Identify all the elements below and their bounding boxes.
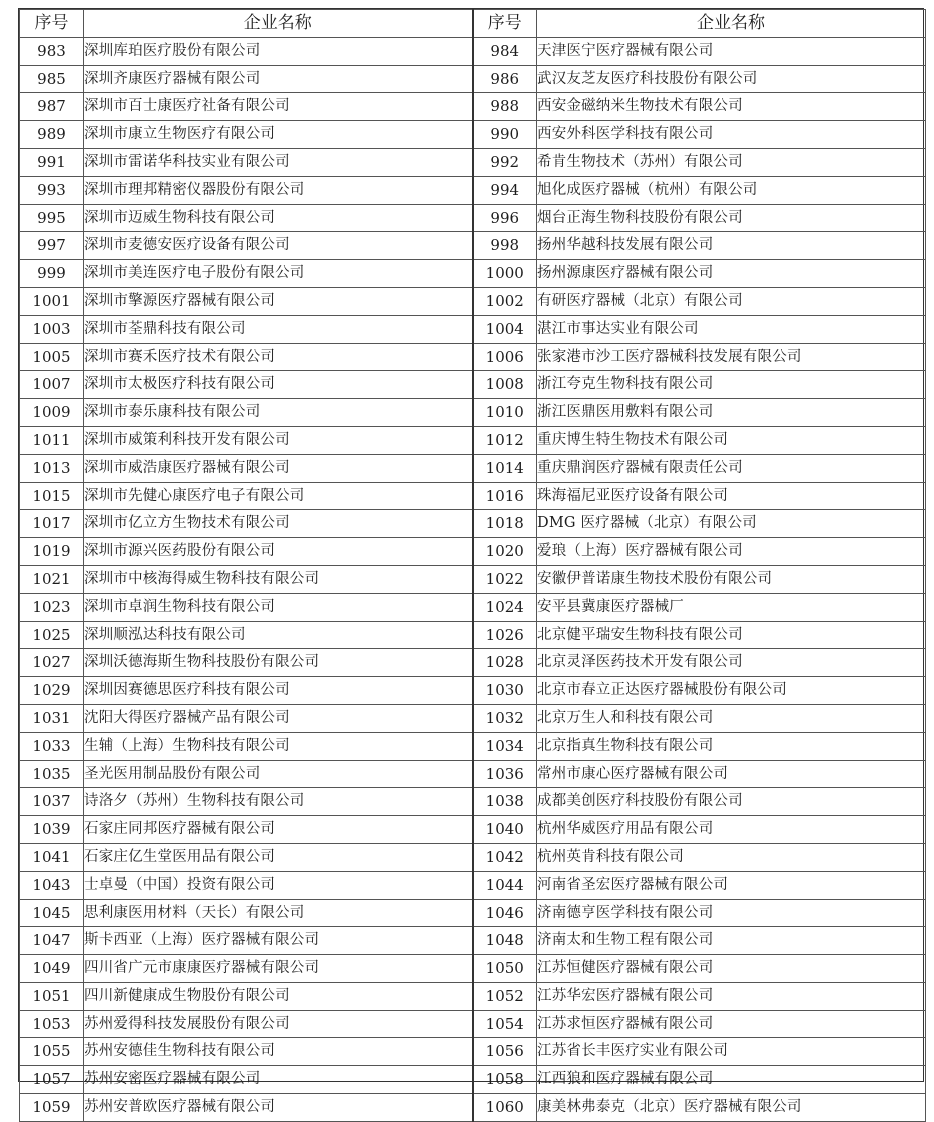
left-company-cell: 深圳市康立生物医疗有限公司 — [84, 121, 473, 149]
left-serial-cell: 993 — [20, 176, 84, 204]
right-serial-cell: 1040 — [473, 816, 537, 844]
right-serial-cell: 992 — [473, 148, 537, 176]
left-serial-cell: 1057 — [20, 1066, 84, 1094]
left-serial-cell: 1029 — [20, 677, 84, 705]
table-row — [20, 927, 926, 955]
left-company-cell: 沈阳大得医疗器械产品有限公司 — [84, 704, 473, 732]
left-serial-cell: 999 — [20, 260, 84, 288]
right-serial-cell: 1042 — [473, 843, 537, 871]
right-company-cell: 河南省圣宏医疗器械有限公司 — [537, 871, 926, 899]
table-row — [20, 704, 926, 732]
left-serial-cell: 1055 — [20, 1038, 84, 1066]
right-serial-cell: 996 — [473, 204, 537, 232]
right-serial-cell: 1016 — [473, 482, 537, 510]
right-company-cell: 天津医宁医疗器械有限公司 — [537, 37, 926, 65]
left-serial-cell: 1021 — [20, 565, 84, 593]
right-company-cell: 杭州英肯科技有限公司 — [537, 843, 926, 871]
right-company-header: 企业名称 — [537, 10, 926, 38]
left-serial-cell: 989 — [20, 121, 84, 149]
right-serial-cell: 1022 — [473, 565, 537, 593]
table-row — [20, 1010, 926, 1038]
right-company-cell: 希肯生物技术（苏州）有限公司 — [537, 148, 926, 176]
left-serial-cell: 1011 — [20, 426, 84, 454]
right-company-cell: 安徽伊普诺康生物技术股份有限公司 — [537, 565, 926, 593]
left-company-cell: 四川省广元市康康医疗器械有限公司 — [84, 955, 473, 983]
table-row — [20, 315, 926, 343]
table-row — [20, 260, 926, 288]
right-company-cell: 杭州华威医疗用品有限公司 — [537, 816, 926, 844]
table-row — [20, 176, 926, 204]
table-row — [20, 538, 926, 566]
right-serial-cell: 998 — [473, 232, 537, 260]
company-list-document — [18, 8, 924, 1117]
table-header-row — [20, 10, 926, 38]
right-company-cell: 北京指真生物科技有限公司 — [537, 732, 926, 760]
left-serial-cell: 1031 — [20, 704, 84, 732]
table-row — [20, 788, 926, 816]
left-serial-cell: 1045 — [20, 899, 84, 927]
table-row — [20, 232, 926, 260]
left-company-cell: 深圳市威策利科技开发有限公司 — [84, 426, 473, 454]
left-serial-cell: 1037 — [20, 788, 84, 816]
right-company-cell: 北京健平瑞安生物科技有限公司 — [537, 621, 926, 649]
left-company-header: 企业名称 — [84, 10, 473, 38]
table-row — [20, 371, 926, 399]
left-company-cell: 深圳市理邦精密仪器股份有限公司 — [84, 176, 473, 204]
right-company-cell: 北京市春立正达医疗器械股份有限公司 — [537, 677, 926, 705]
left-serial-cell: 1001 — [20, 287, 84, 315]
right-serial-cell: 1060 — [473, 1094, 537, 1122]
left-company-cell: 深圳顺泓达科技有限公司 — [84, 621, 473, 649]
left-company-cell: 深圳市卓润生物科技有限公司 — [84, 593, 473, 621]
right-serial-cell: 1014 — [473, 454, 537, 482]
left-serial-cell: 1051 — [20, 982, 84, 1010]
right-company-cell: 重庆鼎润医疗器械有限责任公司 — [537, 454, 926, 482]
right-serial-cell: 984 — [473, 37, 537, 65]
right-serial-cell: 1038 — [473, 788, 537, 816]
left-company-cell: 深圳市威浩康医疗器械有限公司 — [84, 454, 473, 482]
table-row — [20, 204, 926, 232]
left-company-cell: 苏州安普欧医疗器械有限公司 — [84, 1094, 473, 1122]
table-row — [20, 454, 926, 482]
left-company-cell: 深圳市美连医疗电子股份有限公司 — [84, 260, 473, 288]
left-serial-cell: 1019 — [20, 538, 84, 566]
right-serial-cell: 1052 — [473, 982, 537, 1010]
right-serial-cell: 1002 — [473, 287, 537, 315]
right-serial-cell: 1020 — [473, 538, 537, 566]
right-serial-header: 序号 — [473, 10, 537, 38]
left-company-cell: 深圳市擎源医疗器械有限公司 — [84, 287, 473, 315]
left-serial-cell: 1053 — [20, 1010, 84, 1038]
table-row — [20, 955, 926, 983]
left-company-cell: 深圳市先健心康医疗电子有限公司 — [84, 482, 473, 510]
right-company-cell: 张家港市沙工医疗器械科技发展有限公司 — [537, 343, 926, 371]
left-serial-cell: 1047 — [20, 927, 84, 955]
left-company-cell: 深圳齐康医疗器械有限公司 — [84, 65, 473, 93]
right-company-cell: 扬州源康医疗器械有限公司 — [537, 260, 926, 288]
left-company-cell: 石家庄同邦医疗器械有限公司 — [84, 816, 473, 844]
right-company-cell: 北京灵泽医药技术开发有限公司 — [537, 649, 926, 677]
table-row — [20, 1094, 926, 1122]
table-row — [20, 677, 926, 705]
table-row — [20, 899, 926, 927]
left-serial-cell: 1033 — [20, 732, 84, 760]
left-serial-cell: 1035 — [20, 760, 84, 788]
table-row — [20, 510, 926, 538]
right-company-cell: 安平县冀康医疗器械厂 — [537, 593, 926, 621]
right-company-cell: 浙江夸克生物科技有限公司 — [537, 371, 926, 399]
right-company-cell: 爱琅（上海）医疗器械有限公司 — [537, 538, 926, 566]
table-row — [20, 343, 926, 371]
left-company-cell: 深圳市中核海得威生物科技有限公司 — [84, 565, 473, 593]
table-row — [20, 37, 926, 65]
left-company-cell: 深圳沃德海斯生物科技股份有限公司 — [84, 649, 473, 677]
left-company-cell: 生辅（上海）生物科技有限公司 — [84, 732, 473, 760]
right-company-cell: 扬州华越科技发展有限公司 — [537, 232, 926, 260]
left-serial-cell: 1017 — [20, 510, 84, 538]
table-row — [20, 649, 926, 677]
right-company-cell: 江苏求恒医疗器械有限公司 — [537, 1010, 926, 1038]
right-serial-cell: 1018 — [473, 510, 537, 538]
table-row — [20, 1066, 926, 1094]
left-company-cell: 深圳市源兴医药股份有限公司 — [84, 538, 473, 566]
right-serial-cell: 988 — [473, 93, 537, 121]
left-company-cell: 深圳市迈威生物科技有限公司 — [84, 204, 473, 232]
right-serial-cell: 1032 — [473, 704, 537, 732]
table-row — [20, 621, 926, 649]
left-serial-cell: 1023 — [20, 593, 84, 621]
right-serial-cell: 1050 — [473, 955, 537, 983]
table-row — [20, 121, 926, 149]
right-serial-cell: 1024 — [473, 593, 537, 621]
table-row — [20, 816, 926, 844]
table-body — [20, 37, 926, 1121]
table-row — [20, 732, 926, 760]
left-serial-cell: 995 — [20, 204, 84, 232]
right-company-cell: 西安外科医学科技有限公司 — [537, 121, 926, 149]
right-company-cell: 北京万生人和科技有限公司 — [537, 704, 926, 732]
right-company-cell: 烟台正海生物科技股份有限公司 — [537, 204, 926, 232]
table-row — [20, 593, 926, 621]
left-serial-cell: 1059 — [20, 1094, 84, 1122]
left-company-cell: 斯卡西亚（上海）医疗器械有限公司 — [84, 927, 473, 955]
left-serial-cell: 1003 — [20, 315, 84, 343]
table-row — [20, 1038, 926, 1066]
right-company-cell: 江苏华宏医疗器械有限公司 — [537, 982, 926, 1010]
left-serial-cell: 983 — [20, 37, 84, 65]
table-row — [20, 565, 926, 593]
left-serial-header: 序号 — [20, 10, 84, 38]
right-serial-cell: 1036 — [473, 760, 537, 788]
left-company-cell: 苏州安德佳生物科技有限公司 — [84, 1038, 473, 1066]
left-company-cell: 深圳市雷诺华科技实业有限公司 — [84, 148, 473, 176]
table-row — [20, 148, 926, 176]
left-company-cell: 苏州爱得科技发展股份有限公司 — [84, 1010, 473, 1038]
left-company-cell: 深圳库珀医疗股份有限公司 — [84, 37, 473, 65]
left-serial-cell: 1039 — [20, 816, 84, 844]
left-company-cell: 深圳市百士康医疗社备有限公司 — [84, 93, 473, 121]
right-serial-cell: 1056 — [473, 1038, 537, 1066]
left-company-cell: 深圳市荃鼎科技有限公司 — [84, 315, 473, 343]
right-serial-cell: 1028 — [473, 649, 537, 677]
left-company-cell: 深圳因赛德思医疗科技有限公司 — [84, 677, 473, 705]
right-company-cell: 有研医疗器械（北京）有限公司 — [537, 287, 926, 315]
right-serial-cell: 990 — [473, 121, 537, 149]
left-company-cell: 深圳市泰乐康科技有限公司 — [84, 399, 473, 427]
right-company-cell: 武汉友芝友医疗科技股份有限公司 — [537, 65, 926, 93]
left-company-cell: 石家庄亿生堂医用品有限公司 — [84, 843, 473, 871]
left-company-cell: 思利康医用材料（天长）有限公司 — [84, 899, 473, 927]
left-company-cell: 苏州安密医疗器械有限公司 — [84, 1066, 473, 1094]
left-serial-cell: 1013 — [20, 454, 84, 482]
right-company-cell: 西安金磁纳米生物技术有限公司 — [537, 93, 926, 121]
left-serial-cell: 1005 — [20, 343, 84, 371]
right-company-cell: 湛江市事达实业有限公司 — [537, 315, 926, 343]
right-company-cell: 江苏省长丰医疗实业有限公司 — [537, 1038, 926, 1066]
right-serial-cell: 1054 — [473, 1010, 537, 1038]
left-company-cell: 深圳市亿立方生物技术有限公司 — [84, 510, 473, 538]
right-serial-cell: 1012 — [473, 426, 537, 454]
left-serial-cell: 1027 — [20, 649, 84, 677]
left-serial-cell: 985 — [20, 65, 84, 93]
right-company-cell: 珠海福尼亚医疗设备有限公司 — [537, 482, 926, 510]
right-company-cell: 江苏恒健医疗器械有限公司 — [537, 955, 926, 983]
left-serial-cell: 1007 — [20, 371, 84, 399]
right-serial-cell: 1034 — [473, 732, 537, 760]
left-serial-cell: 1025 — [20, 621, 84, 649]
left-serial-cell: 987 — [20, 93, 84, 121]
right-serial-cell: 1048 — [473, 927, 537, 955]
right-company-cell: 康美林弗泰克（北京）医疗器械有限公司 — [537, 1094, 926, 1122]
left-serial-cell: 1041 — [20, 843, 84, 871]
left-company-cell: 深圳市麦德安医疗设备有限公司 — [84, 232, 473, 260]
right-serial-cell: 1008 — [473, 371, 537, 399]
table-row — [20, 65, 926, 93]
right-company-cell: 江西狼和医疗器械有限公司 — [537, 1066, 926, 1094]
left-serial-cell: 1049 — [20, 955, 84, 983]
right-serial-cell: 1026 — [473, 621, 537, 649]
left-company-cell: 士卓曼（中国）投资有限公司 — [84, 871, 473, 899]
left-company-cell: 深圳市赛禾医疗技术有限公司 — [84, 343, 473, 371]
right-serial-cell: 1006 — [473, 343, 537, 371]
right-company-cell: 常州市康心医疗器械有限公司 — [537, 760, 926, 788]
right-company-cell: 旭化成医疗器械（杭州）有限公司 — [537, 176, 926, 204]
right-company-cell: 成都美创医疗科技股份有限公司 — [537, 788, 926, 816]
right-serial-cell: 1058 — [473, 1066, 537, 1094]
left-serial-cell: 1043 — [20, 871, 84, 899]
table-row — [20, 482, 926, 510]
left-company-cell: 深圳市太极医疗科技有限公司 — [84, 371, 473, 399]
left-company-cell: 诗洛夕（苏州）生物科技有限公司 — [84, 788, 473, 816]
right-serial-cell: 1004 — [473, 315, 537, 343]
right-company-cell: 浙江医鼎医用敷料有限公司 — [537, 399, 926, 427]
table-row — [20, 399, 926, 427]
table-row — [20, 760, 926, 788]
table-row — [20, 287, 926, 315]
table-row — [20, 93, 926, 121]
right-company-cell: DMG 医疗器械（北京）有限公司 — [537, 510, 926, 538]
right-serial-cell: 994 — [473, 176, 537, 204]
right-serial-cell: 986 — [473, 65, 537, 93]
left-serial-cell: 991 — [20, 148, 84, 176]
table-row — [20, 426, 926, 454]
right-company-cell: 重庆博生特生物技术有限公司 — [537, 426, 926, 454]
right-company-cell: 济南太和生物工程有限公司 — [537, 927, 926, 955]
left-serial-cell: 997 — [20, 232, 84, 260]
right-company-cell: 济南德亨医学科技有限公司 — [537, 899, 926, 927]
right-serial-cell: 1046 — [473, 899, 537, 927]
right-serial-cell: 1000 — [473, 260, 537, 288]
left-serial-cell: 1015 — [20, 482, 84, 510]
table-row — [20, 871, 926, 899]
table-row — [20, 843, 926, 871]
left-serial-cell: 1009 — [20, 399, 84, 427]
company-table — [19, 9, 926, 1122]
right-serial-cell: 1010 — [473, 399, 537, 427]
table-row — [20, 982, 926, 1010]
right-serial-cell: 1030 — [473, 677, 537, 705]
left-company-cell: 四川新健康成生物股份有限公司 — [84, 982, 473, 1010]
left-company-cell: 圣光医用制品股份有限公司 — [84, 760, 473, 788]
right-serial-cell: 1044 — [473, 871, 537, 899]
